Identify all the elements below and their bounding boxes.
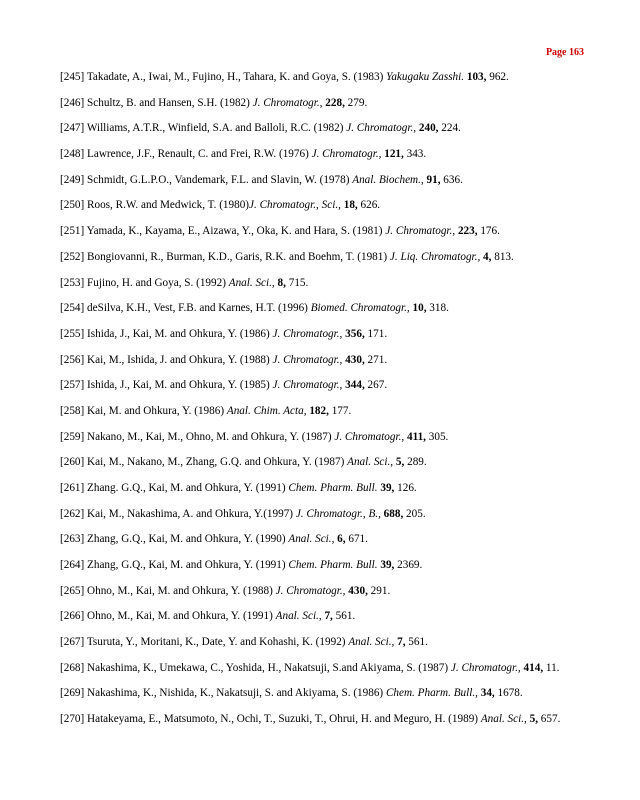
reference-volume: 10,	[412, 302, 427, 315]
reference-pages: 291.	[370, 584, 391, 597]
reference-journal: Biomed. Chromatogr.,	[310, 302, 410, 315]
reference-number: [270]	[60, 712, 85, 725]
reference-volume: 430,	[348, 584, 368, 597]
reference-volume: 228,	[325, 96, 345, 109]
reference-pages: 715.	[288, 276, 309, 289]
reference-item	[60, 277, 588, 290]
reference-journal: Chem. Pharm. Bull.	[288, 559, 378, 572]
reference-number: [255]	[60, 327, 85, 340]
reference-pages: 267.	[367, 379, 388, 392]
reference-number: [261]	[60, 482, 85, 494]
reference-journal: J. Chromatogr.,	[272, 379, 343, 392]
reference-number: [254]	[60, 302, 85, 315]
reference-item	[60, 713, 588, 726]
reference-item	[60, 456, 588, 469]
reference-journal: Anal. Sci.,	[348, 636, 395, 649]
reference-volume: 182,	[309, 404, 329, 417]
reference-authors: deSilva, K.H., Vest, F.B. and Karnes, H.T. (1996)	[87, 302, 308, 315]
reference-volume: 356,	[345, 327, 365, 340]
reference-volume: 39,	[380, 482, 395, 494]
reference-pages: 626.	[360, 199, 381, 212]
reference-number: [267]	[60, 636, 85, 649]
reference-pages: 561.	[408, 636, 428, 649]
reference-journal: J. Chromatogr., Sci.,	[249, 199, 341, 212]
reference-authors: Ohno, M., Kai, M. and Ohkura, Y. (1988)	[87, 584, 273, 597]
reference-journal: Chem. Pharm. Bull.	[288, 482, 378, 494]
reference-number: [249]	[60, 173, 85, 186]
reference-journal: J. Liq. Chromatogr.,	[389, 250, 481, 263]
reference-volume: 411,	[407, 430, 426, 443]
reference-journal: J. Chromatogr.,	[385, 225, 456, 238]
reference-journal: Chem. Pharm. Bull.,	[385, 686, 478, 699]
reference-journal: J. Chromatogr.,	[272, 327, 343, 340]
reference-pages: 671.	[348, 533, 368, 546]
reference-volume: 91,	[426, 173, 441, 186]
reference-journal: Anal. Sci.,	[480, 712, 527, 725]
reference-number: [258]	[60, 404, 85, 417]
reference-volume: 7,	[324, 610, 333, 623]
reference-number: [262]	[60, 507, 85, 520]
reference-number: [252]	[60, 250, 85, 263]
reference-journal: J. Chromatogr.,	[252, 96, 323, 109]
reference-item	[60, 302, 588, 315]
reference-item	[60, 122, 588, 135]
reference-volume: 8,	[277, 276, 286, 289]
reference-pages: 657.	[540, 712, 561, 725]
reference-pages: 343.	[406, 148, 427, 161]
reference-number: [263]	[60, 533, 85, 546]
reference-number: [245]	[60, 71, 85, 83]
reference-number: [259]	[60, 430, 85, 443]
reference-journal: Anal. Chim. Acta,	[226, 404, 307, 417]
reference-item	[60, 354, 588, 367]
reference-number: [256]	[60, 353, 85, 366]
reference-authors: Schultz, B. and Hansen, S.H. (1982)	[87, 96, 250, 109]
reference-authors: Schmidt, G.L.P.O., Vandemark, F.L. and Slavin, W. (1978)	[87, 173, 350, 186]
reference-pages: 176.	[480, 225, 500, 238]
reference-journal: Anal. Sci.,	[275, 610, 322, 623]
reference-journal: Anal. Sci.,	[288, 533, 335, 546]
reference-journal: J. Chromatogr.,	[334, 430, 405, 443]
reference-item	[60, 199, 588, 212]
reference-volume: 34,	[480, 686, 495, 699]
reference-number: [247]	[60, 122, 85, 135]
reference-pages: 2369.	[397, 559, 423, 572]
reference-authors: Nakano, M., Kai, M., Ohno, M. and Ohkura, Y. (1987)	[87, 430, 332, 443]
reference-authors: Zhang. G.Q., Kai, M. and Ohkura, Y. (1991)	[87, 482, 286, 494]
reference-authors: Roos, R.W. and Medwick, T. (1980)	[87, 199, 250, 212]
reference-authors: Bongiovanni, R., Burman, K.D., Garis, R.K. and Boehm, T. (1981)	[87, 250, 388, 263]
reference-authors: Tsuruta, Y., Moritani, K., Date, Y. and Kohashi, K. (1992)	[86, 636, 346, 649]
reference-journal: Anal. Sci.,	[228, 276, 275, 289]
reference-authors: Takadate, A., Iwai, M., Fujino, H., Tahara, K. and Goya, S. (1983)	[86, 71, 384, 83]
reference-number: [257]	[60, 379, 85, 392]
reference-pages: 305.	[428, 430, 449, 443]
reference-item	[60, 431, 588, 444]
reference-volume: 688,	[383, 507, 404, 520]
reference-pages: 271.	[367, 353, 388, 366]
reference-authors: Nakashima, K., Umekawa, C., Yoshida, H., Nakatsuji, S.and Akiyama, S. (1987)	[87, 661, 449, 674]
reference-journal: J. Chromatogr.,	[311, 148, 382, 161]
reference-item	[60, 148, 588, 161]
reference-pages: 289.	[407, 456, 427, 469]
reference-item	[60, 508, 588, 521]
reference-item	[60, 482, 588, 495]
reference-number: [264]	[60, 559, 85, 572]
reference-number: [248]	[60, 148, 85, 161]
reference-authors: Kai, M., Nakashima, A. and Ohkura, Y.(1997)	[87, 507, 294, 520]
reference-pages: 962.	[489, 71, 509, 83]
reference-item	[60, 585, 588, 598]
reference-number: [246]	[60, 96, 85, 109]
reference-volume: 240,	[418, 122, 439, 135]
reference-authors: Hatakeyama, E., Matsumoto, N., Ochi, T., Suzuki, T., Ohrui, H. and Meguro, H. (1989)	[87, 712, 479, 725]
reference-list	[60, 71, 588, 738]
reference-item	[60, 687, 588, 700]
reference-item	[60, 379, 588, 392]
reference-volume: 223,	[457, 225, 478, 238]
reference-journal: J. Chromatogr.,	[275, 584, 346, 597]
reference-number: [265]	[60, 584, 85, 597]
reference-volume: 344,	[345, 379, 365, 392]
reference-number: [250]	[60, 199, 85, 212]
reference-pages: 279.	[347, 96, 368, 109]
reference-authors: Kai, M., Nakano, M., Zhang, G.Q. and Ohkura, Y. (1987)	[87, 456, 345, 469]
reference-item	[60, 174, 588, 187]
reference-authors: Yamada, K., Kayama, E., Aizawa, Y., Oka, K. and Hara, S. (1981)	[86, 225, 383, 238]
reference-authors: Zhang, G.Q., Kai, M. and Ohkura, Y. (1991)	[87, 559, 286, 572]
reference-authors: Zhang, G.Q., Kai, M. and Ohkura, Y. (1990)	[87, 533, 286, 546]
reference-item	[60, 662, 588, 675]
reference-journal: Anal. Biochem.,	[352, 173, 424, 186]
reference-authors: Ishida, J., Kai, M. and Ohkura, Y. (1986)	[87, 327, 270, 340]
reference-number: [269]	[60, 686, 85, 699]
reference-pages: 561.	[335, 610, 356, 623]
reference-authors: Ishida, J., Kai, M. and Ohkura, Y. (1985)	[87, 379, 270, 392]
reference-number: [260]	[60, 456, 85, 469]
reference-item	[60, 559, 588, 572]
reference-item	[60, 328, 588, 341]
reference-volume: 414,	[523, 661, 544, 674]
reference-item	[60, 533, 588, 546]
reference-item	[60, 636, 588, 649]
reference-journal: Anal. Sci.,	[347, 456, 394, 469]
reference-pages: 224.	[441, 122, 461, 135]
reference-authors: Lawrence, J.F., Renault, C. and Frei, R.W. (1976)	[87, 148, 309, 161]
reference-pages: 205.	[406, 507, 426, 520]
reference-pages: 813.	[494, 250, 514, 263]
reference-authors: Kai, M. and Ohkura, Y. (1986)	[87, 404, 225, 417]
reference-number: [268]	[60, 661, 85, 674]
reference-item	[60, 71, 588, 84]
reference-authors: Nakashima, K., Nishida, K., Nakatsuji, S. and Akiyama, S. (1986)	[87, 686, 384, 699]
reference-volume: 18,	[343, 199, 358, 212]
reference-volume: 6,	[337, 533, 346, 546]
reference-volume: 121,	[384, 148, 404, 161]
reference-item	[60, 610, 588, 623]
reference-volume: 5,	[529, 712, 538, 725]
reference-pages: 11.	[545, 661, 560, 674]
reference-pages: 177.	[331, 404, 352, 417]
reference-authors: Kai, M., Ishida, J. and Ohkura, Y. (1988)	[87, 353, 270, 366]
reference-item	[60, 225, 588, 238]
reference-journal: J. Chromatogr.,	[346, 122, 417, 135]
reference-volume: 4,	[483, 250, 492, 263]
reference-journal: Yakugaku Zasshi.	[386, 71, 465, 83]
reference-number: [251]	[60, 225, 85, 238]
reference-pages: 636.	[443, 173, 463, 186]
reference-volume: 430,	[345, 353, 365, 366]
reference-pages: 1678.	[497, 686, 523, 699]
reference-journal: J. Chromatogr.,	[450, 661, 521, 674]
reference-number: [253]	[60, 276, 85, 289]
reference-volume: 103,	[466, 71, 487, 83]
reference-pages: 171.	[367, 327, 388, 340]
reference-item	[60, 97, 588, 110]
reference-journal: J. Chromatogr., B.,	[295, 507, 381, 520]
reference-journal: J. Chromatogr.,	[272, 353, 343, 366]
reference-volume: 7,	[397, 636, 406, 649]
reference-volume: 5,	[395, 456, 405, 469]
reference-authors: Ohno, M., Kai, M. and Ohkura, Y. (1991)	[87, 610, 273, 623]
reference-number: [266]	[60, 610, 85, 623]
reference-pages: 126.	[397, 482, 417, 494]
reference-item	[60, 405, 588, 418]
page-number: Page 163	[545, 47, 584, 58]
reference-pages: 318.	[429, 302, 449, 315]
reference-authors: Fujino, H. and Goya, S. (1992)	[87, 276, 226, 289]
reference-volume: 39,	[380, 559, 395, 572]
reference-item	[60, 251, 588, 264]
reference-authors: Williams, A.T.R., Winfield, S.A. and Balloli, R.C. (1982)	[86, 122, 344, 135]
